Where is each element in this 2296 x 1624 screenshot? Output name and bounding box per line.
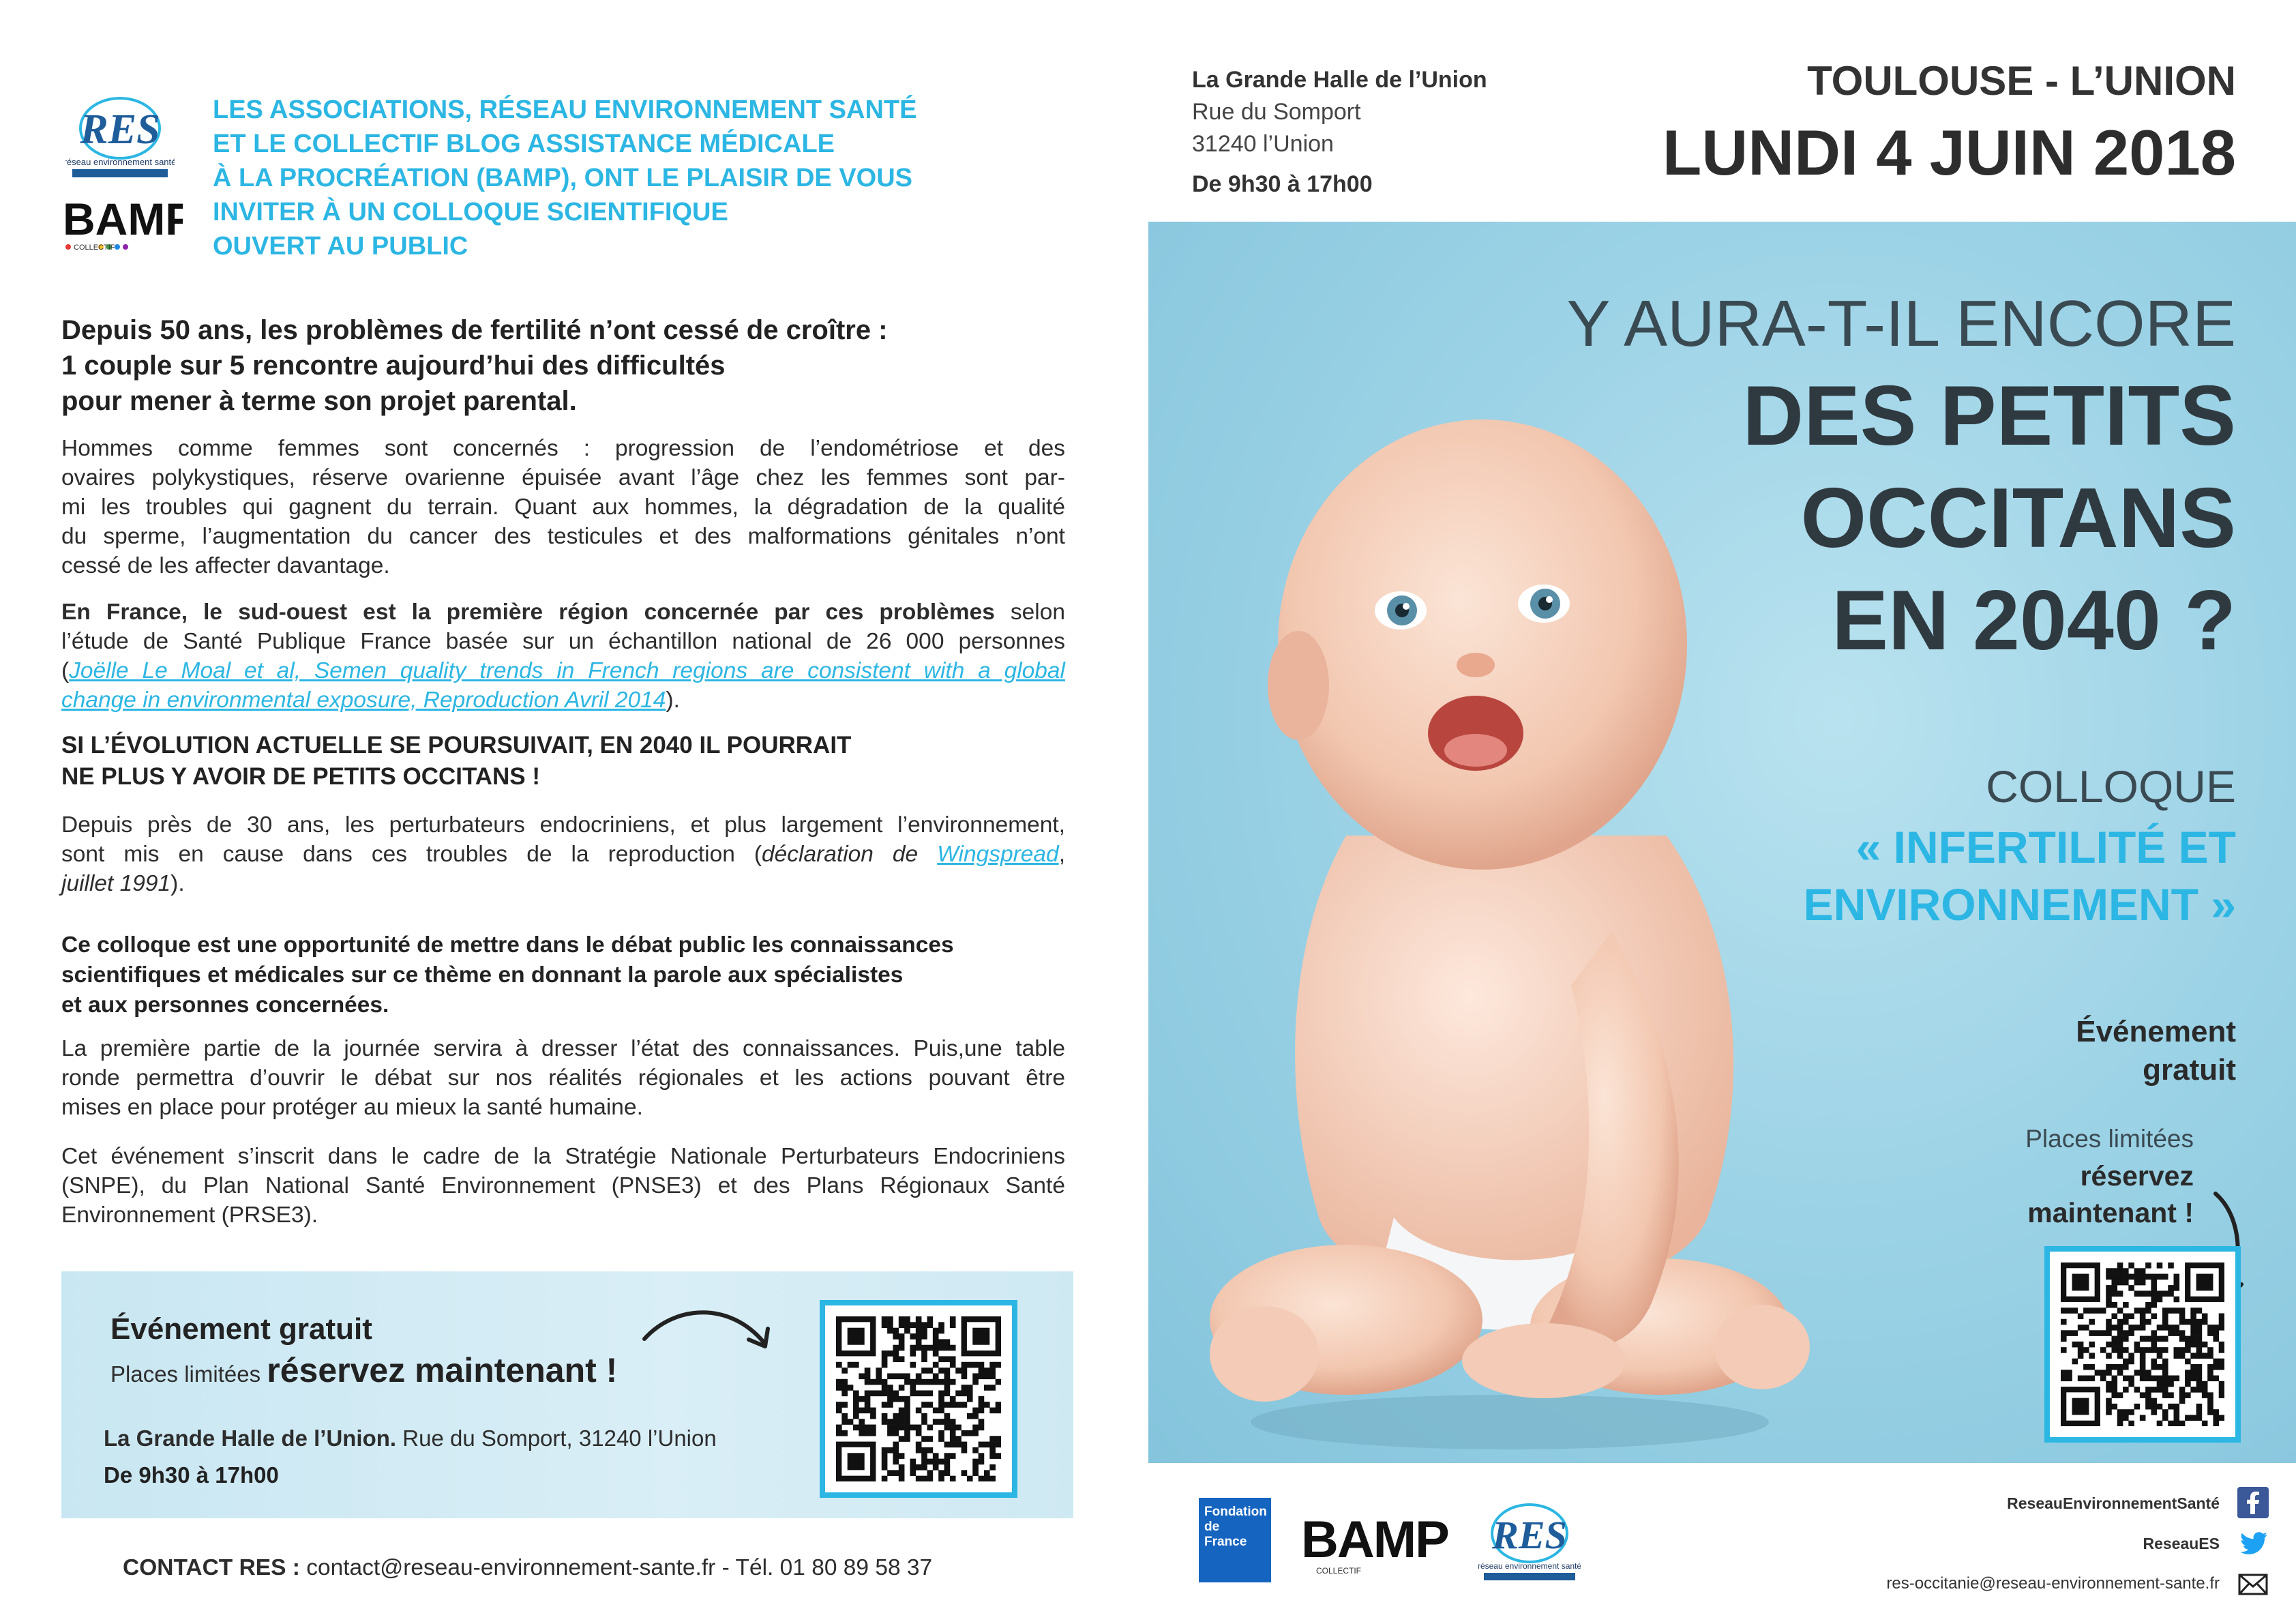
venue-city: 31240 l’Union (1192, 131, 1334, 157)
paragraph-strategy (61, 1142, 1065, 1230)
contact-line (123, 1555, 932, 1581)
facebook-handle[interactable]: ReseauEnvironnementSanté (2007, 1494, 2220, 1512)
southwest-bold: En France, le sud-ouest est la première région concernée par ces problèmes (61, 600, 995, 625)
promo-venue: La Grande Halle de l’Union. (104, 1426, 397, 1451)
wingspread-link[interactable]: Wingspread (937, 842, 1059, 867)
warning-heading (61, 730, 1057, 793)
qr-code-right[interactable] (2044, 1246, 2241, 1443)
qr-code[interactable] (820, 1300, 1017, 1498)
email-address[interactable]: res-occitanie@reseau-environnement-sante.fr (1886, 1574, 2220, 1593)
intro-line: INVITER À UN COLLOQUE SCIENTIFIQUE (213, 198, 728, 226)
event-free-line: Événement (2076, 1015, 2236, 1048)
lead-line: 1 couple sur 5 rencontre aujourd’hui des difficultés (61, 351, 726, 381)
places-reserve (2025, 1121, 2194, 1231)
promo-box (61, 1271, 1073, 1518)
paragraph-italic: juillet 1991 (61, 871, 171, 896)
venue-hours: De 9h30 à 17h00 (1192, 171, 1373, 197)
twitter-handle[interactable]: ReseauES (2143, 1535, 2220, 1552)
opportunity-paragraph (61, 930, 1057, 1020)
promo-places: Places limitées (110, 1361, 267, 1387)
venue-block (1192, 64, 1487, 201)
paragraph-line: mi les troubles qui gagnent du terrain. Quant aux hommes, la dégradation de la qualité (61, 494, 1065, 520)
intro-line: OUVERT AU PUBLIC (213, 232, 468, 261)
warning-line: NE PLUS Y AVOIR DE PETITS OCCITANS ! (61, 763, 541, 790)
colloque-title-line: ENVIRONNEMENT » (1803, 879, 2236, 930)
fondation-text: Fondation (1204, 1505, 1267, 1519)
svg-text:RES: RES (1492, 1513, 1567, 1557)
colloque-title (1804, 818, 2236, 933)
curved-arrow-icon (641, 1301, 777, 1366)
headline-question: Y AURA-T-IL ENCORE (1566, 287, 2236, 360)
qr-code-icon (2061, 1263, 2224, 1426)
facebook-icon[interactable] (2237, 1487, 2269, 1518)
headline-line: OCCITANS (1800, 471, 2236, 565)
promo-reserve (110, 1350, 617, 1390)
lead-paragraph (61, 312, 1057, 419)
promo-title: Événement gratuit (110, 1312, 372, 1346)
reserve-line: réservez (2080, 1160, 2194, 1192)
lead-line: Depuis 50 ans, les problèmes de fertilité n’ont cessé de croître : (61, 315, 888, 345)
study-link[interactable]: Joëlle Le Moal et al, Semen quality trends in French regions are consistent with a global (69, 658, 1065, 683)
bamp-footer-logo (1301, 1511, 1448, 1576)
paragraph-line: l’étude de Santé Publique France basée sur un échantillon national de 26 000 personnes (61, 629, 1065, 654)
places-limited: Places limitées (2025, 1125, 2194, 1153)
paragraph-line: ovaires polykystiques, réserve ovarienne épuisée avant l’âge chez les femmes sont par- (61, 465, 1065, 490)
qr-code-icon (836, 1316, 1001, 1481)
intro-line: LES ASSOCIATIONS, RÉSEAU ENVIRONNEMENT SANTÉ (213, 95, 917, 124)
contact-value[interactable]: contact@reseau-environnement-sante.fr - Tél. 01 80 89 58 37 (299, 1555, 933, 1580)
hero-panel (1148, 222, 2296, 1463)
bamp-footer-sub: COLLECTIF (1316, 1566, 1362, 1576)
paragraph-program (61, 1034, 1065, 1122)
paragraph-line: Cet événement s’inscrit dans le cadre de la Stratégie Nationale Perturbateurs Endocriniens (61, 1144, 1065, 1169)
svg-text:COLLECTIF: COLLECTIF (74, 243, 115, 252)
bamp-footer-text: BAMP (1301, 1511, 1448, 1569)
paragraph-line: mises en place pour protéger au mieux la santé humaine. (61, 1095, 643, 1120)
paragraph-line: Environnement (PRSE3). (61, 1202, 318, 1228)
paragraph-line: cessé de les affecter davantage. (61, 553, 390, 578)
event-free (2076, 1013, 2236, 1089)
lead-line: pour mener à terme son projet parental. (61, 386, 577, 416)
event-date: LUNDI 4 JUIN 2018 (1662, 117, 2236, 188)
paragraph-text: , (1058, 842, 1065, 867)
colloque-label: COLLOQUE (1986, 761, 2236, 812)
svg-text:réseau environnement santé: réseau environnement santé (1478, 1561, 1581, 1571)
paragraph-endocrine (61, 810, 1065, 898)
headline-bold (1743, 365, 2236, 672)
study-link-cont[interactable]: change in environmental exposure, Reproduction Avril 2014 (61, 688, 666, 713)
location-title: TOULOUSE - L’UNION (1807, 58, 2236, 104)
warning-line: SI L’ÉVOLUTION ACTUELLE SE POURSUIVAIT, EN 2040 IL POURRAIT (61, 732, 852, 758)
paragraph-line: Hommes comme femmes sont concernés : progression de l’endométriose et des (61, 436, 1065, 461)
opportunity-line: Ce colloque est une opportunité de mettre dans le débat public les connaissances (61, 932, 954, 958)
twitter-icon[interactable] (2237, 1528, 2269, 1559)
paragraph-text: ). (170, 871, 185, 896)
paragraph-italic: déclaration de (762, 842, 938, 867)
intro-line: À LA PROCRÉATION (BAMP), ONT LE PLAISIR DE VOUS (213, 164, 913, 192)
venue-name: La Grande Halle de l’Union (1192, 67, 1487, 93)
res-footer-logo (1478, 1498, 1581, 1590)
fondation-de-france-logo (1199, 1498, 1271, 1582)
paragraph-concerned (61, 434, 1065, 580)
paragraph-line: Depuis près de 30 ans, les perturbateurs endocriniens, et plus largement l’environnement, (61, 812, 1065, 838)
intro-line: ET LE COLLECTIF BLOG ASSISTANCE MÉDICALE (213, 130, 835, 158)
headline-line: DES PETITS (1742, 369, 2236, 463)
paragraph-line: La première partie de la journée servira à dresser l’état des connaissances. Puis,une table (61, 1036, 1065, 1061)
opportunity-line: et aux personnes concernées. (61, 992, 389, 1018)
paren: ). (666, 688, 680, 713)
svg-text:RES: RES (80, 106, 160, 153)
intro-text (213, 93, 1017, 263)
fondation-text: France (1204, 1535, 1247, 1549)
opportunity-line: scientifiques et médicales sur ce thème en donnant la parole aux spécialistes (61, 962, 904, 988)
reserve-line: maintenant ! (2027, 1197, 2194, 1228)
paragraph-line: ronde permettra d’ouvrir le débat sur nos réalités régionales et les actions pouvant être (61, 1065, 1065, 1091)
promo-reserve-text: réservez maintenant ! (267, 1351, 618, 1389)
venue-street: Rue du Somport (1192, 99, 1361, 125)
svg-text:BAMP: BAMP (63, 194, 183, 244)
paragraph-line: du sperme, l’augmentation du cancer des testicules et des malformations génitales n’ont (61, 524, 1065, 549)
paragraph-line: (SNPE), du Plan National Santé Environnement (PNSE3) et des Plans Régionaux Santé (61, 1173, 1065, 1198)
bamp-logo (60, 192, 183, 254)
paragraph-text: selon (994, 600, 1065, 625)
contact-label: CONTACT RES : (123, 1555, 300, 1580)
headline-line: EN 2040 ? (1832, 574, 2236, 668)
paragraph-southwest (61, 597, 1065, 715)
fondation-text: de (1204, 1520, 1220, 1534)
svg-text:réseau environnement santé: réseau environnement santé (65, 157, 175, 167)
promo-hours: De 9h30 à 17h00 (104, 1462, 279, 1488)
paragraph-text: sont mis en cause dans ces troubles de la reproduction ( (61, 842, 762, 867)
envelope-icon[interactable] (2237, 1569, 2269, 1600)
paren: ( (61, 658, 70, 683)
colloque-title-line: « INFERTILITÉ ET (1855, 822, 2236, 872)
event-free-line: gratuit (2143, 1053, 2236, 1087)
promo-street: Rue du Somport, 31240 l’Union (396, 1426, 717, 1451)
promo-address (104, 1426, 717, 1451)
res-logo (65, 89, 175, 184)
